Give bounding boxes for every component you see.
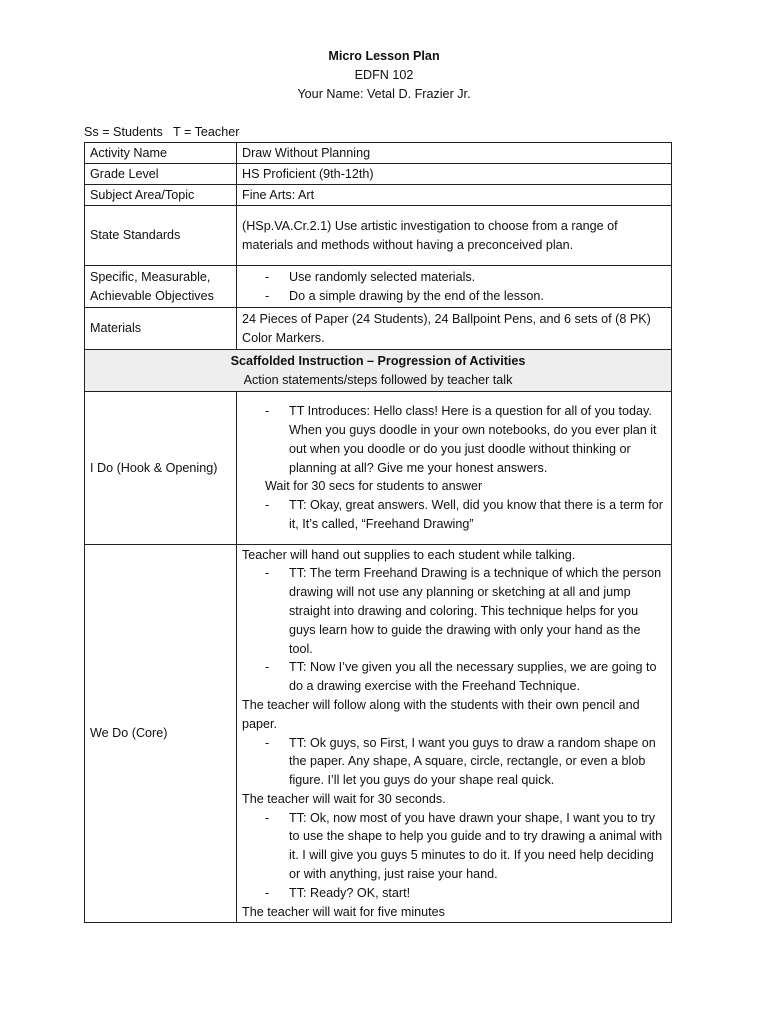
materials-value: 24 Pieces of Paper (24 Students), 24 Ballpoint Pens, and 6 sets of (8 PK) Color Markers. [237,308,672,350]
table-row [85,392,672,545]
objectives-label: Specific, Measurable, Achievable Objectives [85,266,237,308]
teacher-action: The teacher will follow along with the students with their own pencil and paper. [242,697,640,731]
document-title: Micro Lesson Plan [328,49,440,63]
table-row [85,143,672,164]
course-code: EDFN 102 [354,68,414,82]
teacher-action: The teacher will wait for five minutes [242,904,445,919]
document-header [0,47,768,104]
activity-name-label: Activity Name [85,143,237,164]
table-row [85,164,672,185]
table-row [85,350,672,392]
list-item: - TT: The term Freehand Drawing is a technique of which the person drawing will not use any planning or sketching at all and jump straight into drawing and coloring. This technique helps for you guys learn how to guide the drawing with only your hand as the tool. [242,564,666,658]
list-item: - TT: Okay, great answers. Well, did you know that there is a term for it, It’s called, “Freehand Drawing” [242,496,666,534]
list-item: - TT: Now I’ve given you all the necessary supplies, we are going to do a drawing exercise with the Freehand Technique. [242,658,666,696]
list-item: - Do a simple drawing by the end of the lesson. [242,287,666,306]
list-item: - TT Introduces: Hello class! Here is a question for all of you today. When you guys doodle in your own notebooks, do you ever plan it out when you doodle or do you just doodle without thinking or planning at all? Give me your honest answers. [242,402,666,477]
subject-area-value: Fine Arts: Art [237,185,672,206]
list-item: - TT: Ok, now most of you have drawn your shape, I want you to try to use the shape to help you guide and to try drawing a animal with it. I will give you guys 5 minutes to do it. If you need help deciding or with anything, just raise your hand. [242,809,666,884]
state-standards-value: (HSp.VA.Cr.2.1) Use artistic investigation to choose from a range of materials and methods without having a preconceived plan. [237,206,672,266]
i-do-content [237,392,672,545]
teacher-action: Teacher will hand out supplies to each student while talking. [242,547,576,562]
author-name: Your Name: Vetal D. Frazier Jr. [297,87,471,101]
grade-level-value: HS Proficient (9th-12th) [237,164,672,185]
we-do-label: We Do (Core) [85,545,237,923]
list-item: - TT: Ok guys, so First, I want you guys to draw a random shape on the paper. Any shape, A square, circle, rectangle, or even a blob figure. I’ll let you guys do your shape real quick. [242,734,666,790]
table-row [85,266,672,308]
wait-note: Wait for 30 secs for students to answer [265,479,483,494]
scaffold-title: Scaffolded Instruction – Progression of Activities [230,353,526,368]
objectives-value [237,266,672,308]
lesson-plan-table [84,142,672,923]
scaffold-header [85,350,672,392]
scaffold-subtitle: Action statements/steps followed by teacher talk [243,372,513,387]
state-standards-label: State Standards [85,206,237,266]
grade-level-label: Grade Level [85,164,237,185]
table-row [85,185,672,206]
table-row [85,308,672,350]
materials-label: Materials [85,308,237,350]
i-do-label: I Do (Hook & Opening) [85,392,237,545]
subject-area-label: Subject Area/Topic [85,185,237,206]
teacher-action: The teacher will wait for 30 seconds. [242,791,446,806]
activity-name-value: Draw Without Planning [237,143,672,164]
we-do-content [237,545,672,923]
list-item: - TT: Ready? OK, start! [242,884,666,903]
role-legend: Ss = Students T = Teacher [84,125,240,139]
list-item: - Use randomly selected materials. [242,268,666,287]
table-row [85,206,672,266]
table-row [85,545,672,923]
